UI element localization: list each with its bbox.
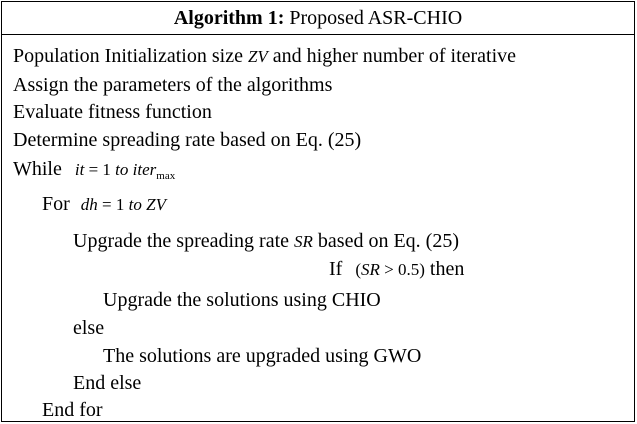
step-determine-spreading-rate: Determine spreading rate based on Eq. (25) bbox=[13, 129, 362, 151]
if-keyword: If bbox=[329, 258, 343, 280]
step-end-else: End else bbox=[73, 372, 142, 394]
math-while-condition: it = 1 to iter$_{max}$ bbox=[74, 160, 176, 182]
step-evaluate-fitness: Evaluate fitness function bbox=[13, 101, 212, 123]
algorithm-title: Proposed ASR-CHIO bbox=[289, 7, 463, 29]
step-if-condition: If (SR > 0.5) then bbox=[329, 258, 465, 280]
math-zv: ZV bbox=[247, 47, 268, 66]
algorithm-header bbox=[2, 2, 634, 35]
step-upgrade-spreading-rate: Upgrade the spreading rate SR based on Eq. (25) bbox=[73, 230, 459, 252]
step-else: else bbox=[73, 317, 105, 339]
math-sr: SR bbox=[294, 232, 313, 251]
step-end-for: End for bbox=[42, 399, 103, 421]
for-keyword: For bbox=[42, 193, 70, 215]
algorithm-box bbox=[1, 1, 635, 422]
step-assign-parameters: Assign the parameters of the algorithms bbox=[13, 74, 333, 96]
math-if-condition: (SR > 0.5) bbox=[355, 260, 425, 279]
math-for-condition: dh = 1 to ZV bbox=[80, 195, 166, 214]
step-population-init: Population Initialization size ZV and higher number of iterative bbox=[13, 45, 517, 67]
while-keyword: While bbox=[13, 158, 62, 180]
step-for-loop bbox=[42, 192, 166, 217]
step-upgrade-gwo: The solutions are upgraded using GWO bbox=[103, 345, 422, 367]
algorithm-label: Algorithm 1: bbox=[173, 7, 285, 29]
step-upgrade-chio: Upgrade the solutions using CHIO bbox=[103, 289, 381, 311]
step-while-loop bbox=[13, 157, 175, 182]
